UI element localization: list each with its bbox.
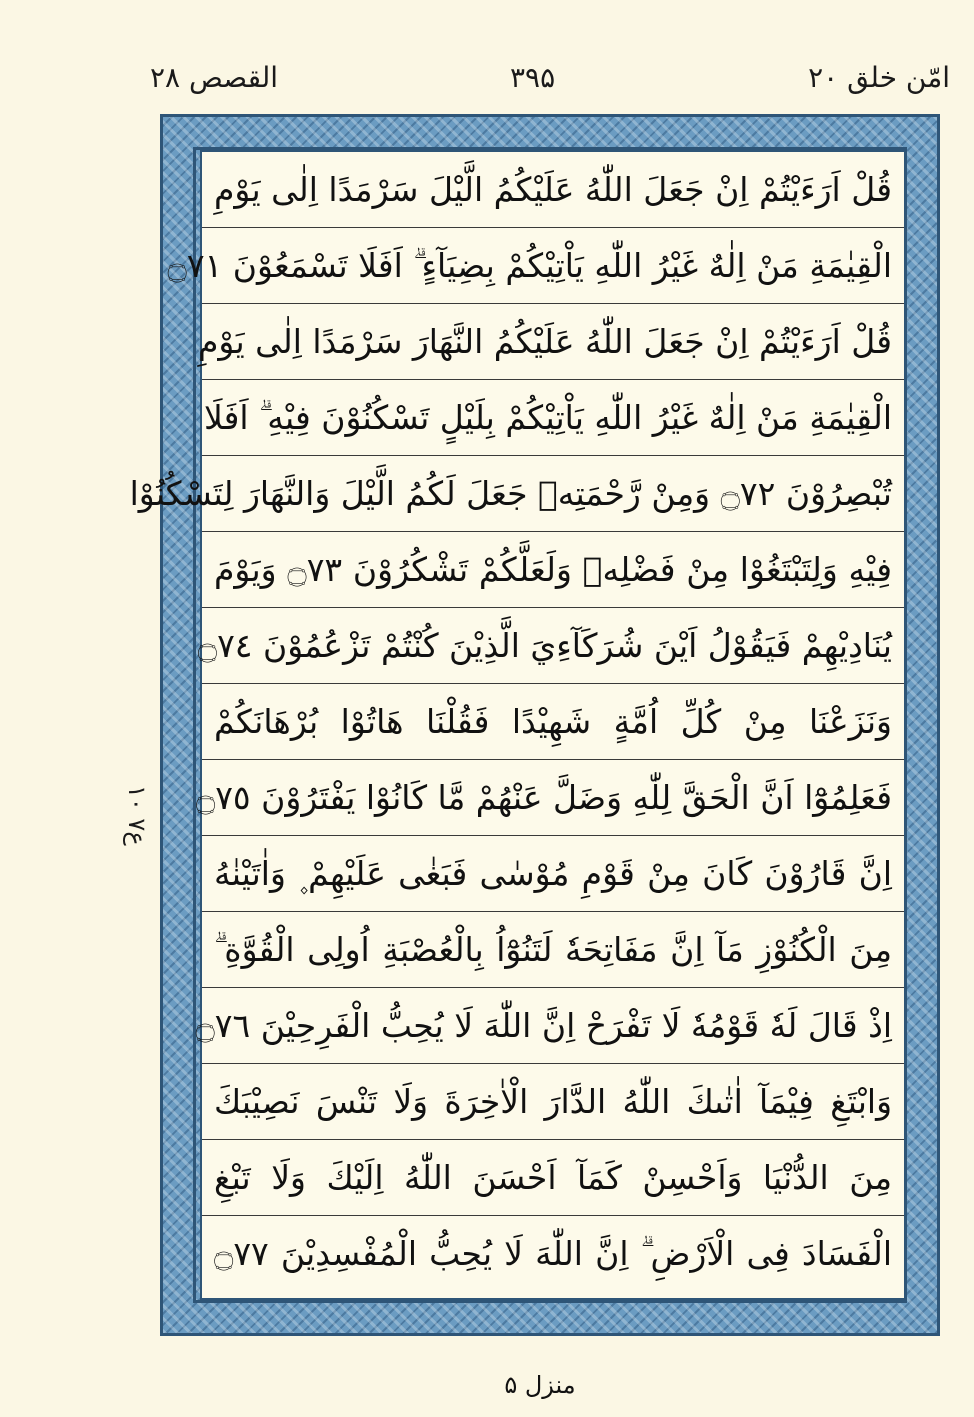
juz-name: امّن خلق ۲۰ bbox=[808, 61, 950, 94]
verse-line-14: مِنَ الدُّنْيَا وَاَحْسِنْ كَمَآ اَحْسَنَ اللّٰهُ اِلَيْكَ وَلَا تَبْغِ bbox=[202, 1140, 904, 1216]
verse-line-2: الْقِيٰمَةِ مَنْ اِلٰهٌ غَيْرُ اللّٰهِ يَاْتِيْكُمْ بِضِيَآءٍ ۗ اَفَلَا تَسْمَعُوْنَ ۝٧١ bbox=[202, 228, 904, 304]
verse-line-8: وَنَزَعْنَا مِنْ كُلِّ اُمَّةٍ شَهِيْدًا فَقُلْنَا هَاتُوْا بُرْهَانَكُمْ bbox=[202, 684, 904, 760]
surah-name: القصص ۲۸ bbox=[150, 61, 279, 94]
verse-line-11: مِنَ الْكُنُوْزِ مَآ اِنَّ مَفَاتِحَهٗ لَتَنُوْٓاُ بِالْعُصْبَةِ اُولِى الْقُوَّةِ ۗ bbox=[202, 912, 904, 988]
page-header bbox=[150, 60, 950, 100]
verse-line-1: قُلْ اَرَءَيْتُمْ اِنْ جَعَلَ اللّٰهُ عَلَيْكُمُ الَّيْلَ سَرْمَدًا اِلٰى يَوْمِ bbox=[202, 152, 904, 228]
verse-line-6: فِيْهِ وَلِتَبْتَغُوْا مِنْ فَضْلِهٖ وَلَعَلَّكُمْ تَشْكُرُوْنَ ۝٧٣ وَيَوْمَ bbox=[202, 532, 904, 608]
verse-line-13: وَابْتَغِ فِيْمَآ اٰتٰىكَ اللّٰهُ الدَّارَ الْاٰخِرَةَ وَلَا تَنْسَ نَصِيْبَكَ bbox=[202, 1064, 904, 1140]
manzil-footer: منزل ۵ bbox=[504, 1371, 576, 1399]
verse-line-3: قُلْ اَرَءَيْتُمْ اِنْ جَعَلَ اللّٰهُ عَلَيْكُمُ النَّهَارَ سَرْمَدًا اِلٰى يَوْمِ bbox=[202, 304, 904, 380]
page-number: ۳۹۵ bbox=[510, 61, 556, 94]
verse-line-12: اِذْ قَالَ لَهٗ قَوْمُهٗ لَا تَفْرَحْ اِنَّ اللّٰهَ لَا يُحِبُّ الْفَرِحِيْنَ ۝٧٦ bbox=[202, 988, 904, 1064]
verse-line-5: تُبْصِرُوْنَ ۝٧٢ وَمِنْ رَّحْمَتِهٖ جَعَلَ لَكُمُ الَّيْلَ وَالنَّهَارَ لِتَسْكُنُوْا bbox=[202, 456, 904, 532]
verse-line-7: يُنَادِيْهِمْ فَيَقُوْلُ اَيْنَ شُرَكَآءِيَ الَّذِيْنَ كُنْتُمْ تَزْعُمُوْنَ ۝٧٤ bbox=[202, 608, 904, 684]
verse-line-15: الْفَسَادَ فِى الْاَرْضِ ۗ اِنَّ اللّٰهَ لَا يُحِبُّ الْمُفْسِدِيْنَ ۝٧٧ bbox=[214, 1234, 892, 1273]
verse-line-10: اِنَّ قَارُوْنَ كَانَ مِنْ قَوْمِ مُوْسٰى فَبَغٰى عَلَيْهِمْ ۪ وَاٰتَيْنٰهُ bbox=[202, 836, 904, 912]
verse-line-9: فَعَلِمُوْٓا اَنَّ الْحَقَّ لِلّٰهِ وَضَلَّ عَنْهُمْ مَّا كَانُوْا يَفْتَرُوْنَ ۝٧٥ bbox=[202, 760, 904, 836]
verse-line-4: الْقِيٰمَةِ مَنْ اِلٰهٌ غَيْرُ اللّٰهِ يَاْتِيْكُمْ بِلَيْلٍ تَسْكُنُوْنَ فِيْهِ ۗ اَفَلَا bbox=[202, 380, 904, 456]
ruku-marker: ع۷ ۱۰ bbox=[123, 784, 151, 846]
